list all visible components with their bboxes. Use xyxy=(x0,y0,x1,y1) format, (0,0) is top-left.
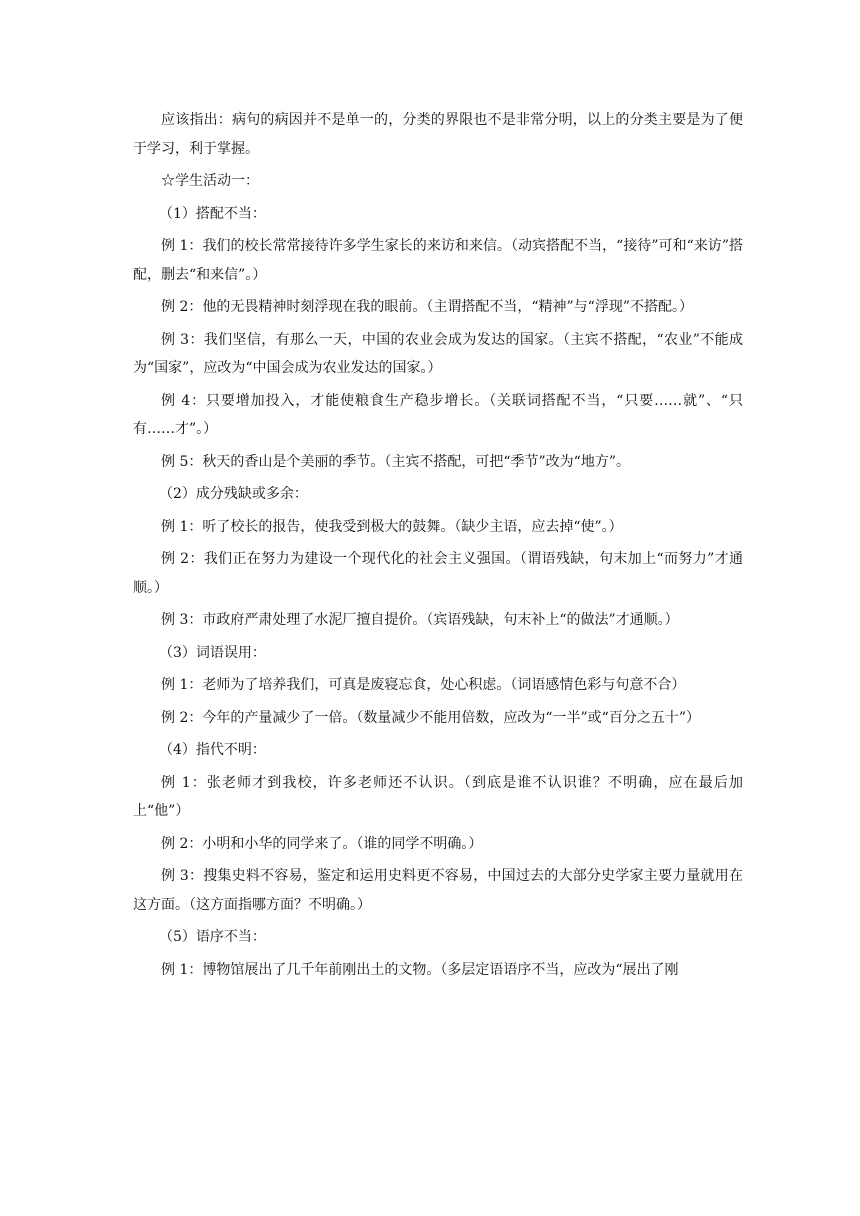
subsection-heading: （5）语序不当： xyxy=(159,929,266,945)
subsection-heading: （2）成分残缺或多余： xyxy=(159,486,308,502)
example-paragraph: 例 4：只要增加投入，才能使粮食生产稳步增长。（关联词搭配不当，“只要……就”、“只有……才”。） xyxy=(133,392,743,437)
paragraph: 应该指出：病句的病因并不是单一的，分类的界限也不是非常分明，以上的分类主要是为了便于学习，利于掌握。 xyxy=(133,112,743,157)
example-paragraph: 例 2：小明和小华的同学来了。（谁的同学不明确。） xyxy=(161,835,483,852)
example-paragraph: 例 1：老师为了培养我们，可真是废寝忘食，处心积虑。（词语感情色彩与句意不合） xyxy=(161,677,686,693)
subsection-heading: （3）词语误用： xyxy=(159,644,266,661)
example-paragraph: 例 2：他的无畏精神时刻浮现在我的眼前。（主谓搭配不当，“精神”与“浮现”不搭配。） xyxy=(161,299,693,315)
example-paragraph: 例 2：今年的产量减少了一倍。（数量减少不能用倍数，应改为“一半”或“百分之五十”） xyxy=(161,709,700,726)
subsection-heading: （1）搭配不当： xyxy=(159,205,266,222)
example-paragraph: 例 3：搜集史料不容易，鉴定和运用史料更不容易，中国过去的大部分史学家主要力量就用在这方面。（这方面指哪方面？不明确。） xyxy=(133,868,743,913)
subsection-heading: （4）指代不明： xyxy=(159,742,266,758)
example-paragraph: 例 1：博物馆展出了几千年前刚出土的文物。（多层定语语序不当，应改为“展出了刚 xyxy=(161,961,679,978)
document-body xyxy=(133,106,743,988)
example-paragraph: 例 2：我们正在努力为建设一个现代化的社会主义强国。（谓语残缺，句末加上“而努力”才通顺。） xyxy=(133,551,743,596)
example-paragraph: 例 3：我们坚信，有那么一天，中国的农业会成为发达的国家。（主宾不搭配，“农业”不能成为“国家”，应改为“中国会成为农业发达的国家。） xyxy=(133,331,743,376)
section-heading: ☆学生活动一： xyxy=(161,173,259,189)
example-paragraph: 例 1：听了校长的报告，使我受到极大的鼓舞。（缺少主语，应去掉“使”。） xyxy=(161,518,623,535)
example-paragraph: 例 1：我们的校长常常接待许多学生家长的来访和来信。（动宾搭配不当，“接待”可和“来访”搭配，删去“和来信”。） xyxy=(133,238,743,283)
example-paragraph: 例 1：张老师才到我校，许多老师还不认识。（到底是谁不认识谁？不明确，应在最后加上“他”） xyxy=(133,774,743,819)
example-paragraph: 例 3：市政府严肃处理了水泥厂擅自提价。（宾语残缺，句末补上“的做法”才通顺。） xyxy=(161,612,679,628)
example-paragraph: 例 5：秋天的香山是个美丽的季节。（主宾不搭配，可把“季节”改为“地方”。 xyxy=(161,453,630,470)
